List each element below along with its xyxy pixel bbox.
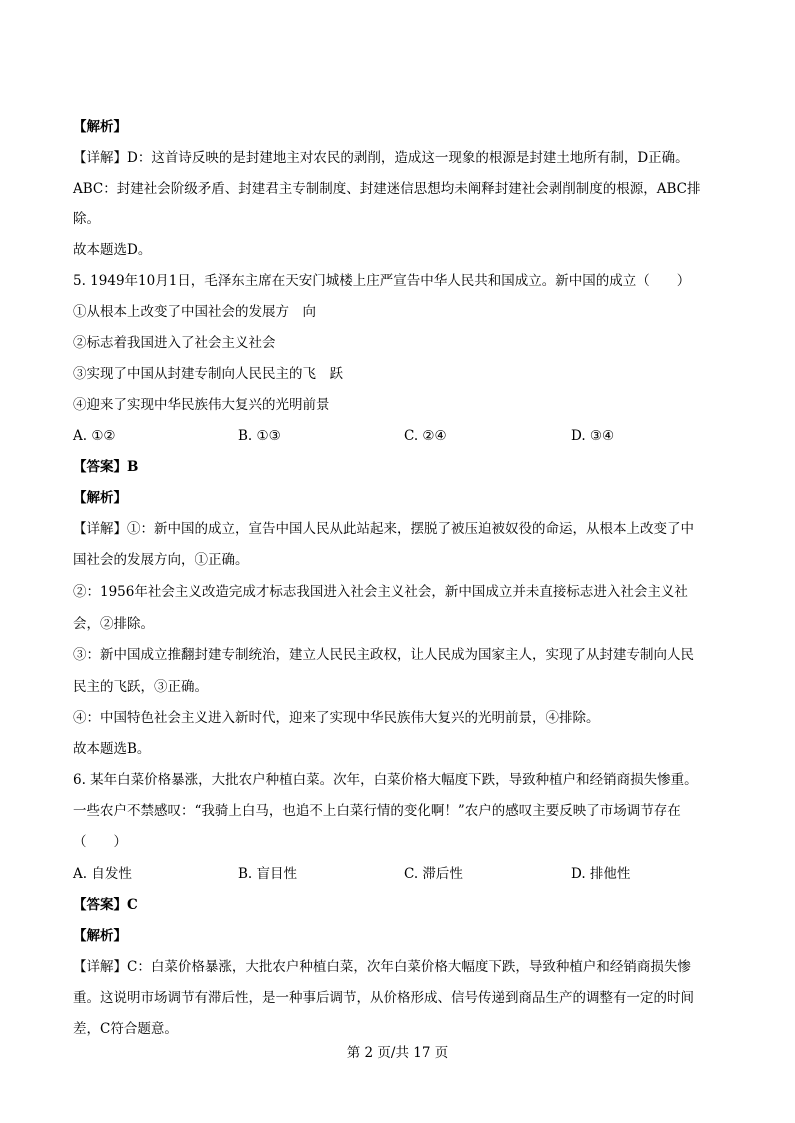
q5-item-1: ①从根本上改变了中国社会的发展方 向: [73, 304, 316, 320]
q6-stem-line-2: 一些农户不禁感叹：“我骑上白马，也追不上白菜行情的变化啊！”农户的感叹主要反映了市场调节存在: [73, 803, 681, 819]
q6-detail-line-1: 【详解】C：白菜价格暴涨，大批农户种植白菜，次年白菜价格大幅度下跌，导致种植户和经销商损失惨: [73, 959, 691, 975]
q5-option-a: A. ①②: [73, 428, 116, 444]
q5-detail-line-1: 【详解】①：新中国的成立，宣告中国人民从此站起来，摆脱了被压迫被奴役的命运，从根本上改变了中: [73, 521, 694, 537]
q5-analysis-label: 【解析】: [73, 490, 127, 506]
q5-item-2: ②标志着我国进入了社会主义社会: [73, 335, 276, 351]
q4-detail-line-3: 除。: [73, 211, 100, 227]
q5-stem: 5. 1949年10月1日，毛泽东主席在天安门城楼上庄严宣告中华人民共和国成立。新中国的成立（ ）: [73, 273, 691, 289]
q5-detail-line-2: 国社会的发展方向，①正确。: [73, 552, 249, 568]
q6-answer: 【答案】C: [73, 897, 138, 913]
q5-option-b: B. ①③: [238, 428, 281, 444]
q4-conclusion: 故本题选D。: [73, 242, 152, 258]
q6-detail-line-3: 差，C符合题意。: [73, 1021, 178, 1037]
q5-detail-line-5: ③：新中国成立推翻封建专制统治，建立人民民主政权，让人民成为国家主人，实现了从封建专制向人民: [73, 647, 694, 663]
q6-stem-line-1: 6. 某年白菜价格暴涨，大批农户种植白菜。次年，白菜价格大幅度下跌，导致种植户和经销商损失惨重。: [73, 772, 698, 788]
q5-answer: 【答案】B: [73, 459, 139, 475]
q5-conclusion: 故本题选B。: [73, 741, 151, 757]
q6-option-a: A. 自发性: [73, 866, 132, 882]
q5-option-c: C. ②④: [404, 428, 447, 444]
q5-detail-line-7: ④：中国特色社会主义进入新时代，迎来了实现中华民族伟大复兴的光明前景，④排除。: [73, 710, 600, 726]
page-footer: 第 2 页/共 17 页: [346, 1045, 449, 1061]
q6-option-b: B. 盲目性: [238, 866, 298, 882]
q5-detail-line-3: ②：1956年社会主义改造完成才标志我国进入社会主义社会，新中国成立并未直接标志进入社会主义社: [73, 584, 688, 600]
q4-analysis-label: 【解析】: [73, 119, 127, 135]
q5-item-4: ④迎来了实现中华民族伟大复兴的光明前景: [73, 397, 330, 413]
q5-option-d: D. ③④: [571, 428, 615, 444]
q6-analysis-label: 【解析】: [73, 928, 127, 944]
q6-stem-line-3: （ ）: [73, 834, 127, 850]
q4-detail-line-2: ABC：封建社会阶级矛盾、封建君主专制制度、封建迷信思想均未阐释封建社会剥削制度的根源，ABC排: [73, 181, 701, 197]
q6-detail-line-2: 重。这说明市场调节有滞后性，是一种事后调节，从价格形成、信号传递到商品生产的调整有一定的时间: [73, 990, 694, 1006]
q5-item-3: ③实现了中国从封建专制向人民民主的飞 跃: [73, 366, 343, 382]
q4-detail-line-1: 【详解】D：这首诗反映的是封建地主对农民的剥削，造成这一现象的根源是封建土地所有制，D正确。: [73, 150, 689, 166]
q6-option-c: C. 滞后性: [404, 866, 463, 882]
q5-detail-line-4: 会，②排除。: [73, 616, 154, 632]
q6-option-d: D. 排他性: [571, 866, 631, 882]
q5-detail-line-6: 民主的飞跃，③正确。: [73, 679, 208, 695]
